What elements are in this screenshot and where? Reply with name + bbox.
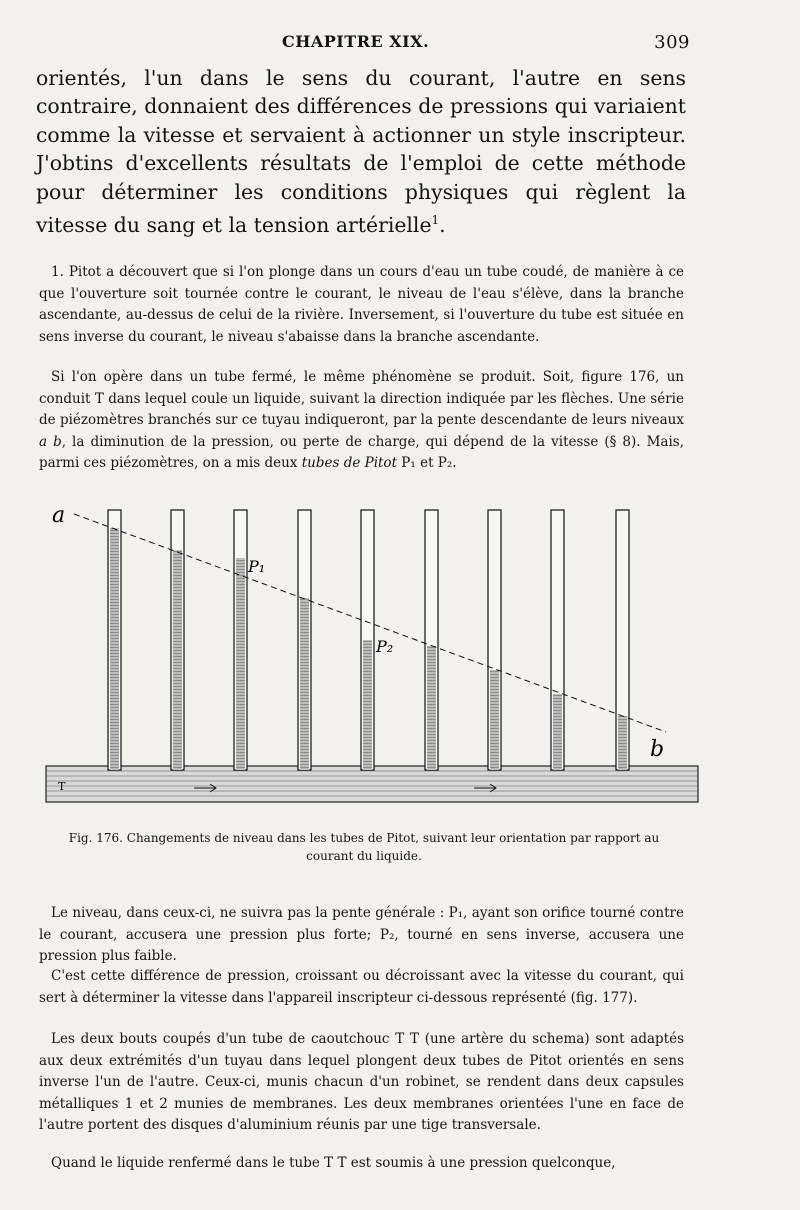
paragraph-4-text: C'est cette différence de pression, croissant ou décroissant avec la vitesse du courant, qui sert à déterminer la vitesse dans l'appareil inscripteur ci-dessous représenté (fig. 177). (39, 968, 684, 1006)
label-b: b (650, 737, 665, 762)
paragraph-2-ab: a b (39, 433, 62, 450)
page-number: 309 (654, 32, 690, 53)
label-p2: P₂ (376, 637, 394, 656)
label-t: T (58, 780, 66, 793)
main-pipe (46, 766, 698, 802)
liquid-column (427, 646, 436, 770)
footnote-text: 1. Pitot a découvert que si l'on plonge dans un cours d'eau un tube coudé, de manière à ce que l'ouverture soit tournée contre le courant, le niveau de l'eau s'élève, dans la branche ascendante, au-dessus de celui de la rivière. Inversement, si l'ouverture du tube est située en sens inverse du courant, le niveau s'abaisse dans la branche ascendante. (39, 264, 684, 345)
liquid-column (173, 550, 182, 770)
paragraph-3-text: Le niveau, dans ceux-ci, ne suivra pas la pente générale : P₁, ayant son orifice tourné contre le courant, accusera une pression plus forte; P₂, tourné en sens inverse, accusera une pression plus faible. (39, 905, 684, 964)
intro-end: . (439, 212, 446, 237)
paragraph-2-text: Si l'on opère dans un tube fermé, le même phénomène se produit. Soit, figure 176, un conduit T dans lequel coule un liquide, suivant la direction indiquée par les flèches. Une série de piézomètres branchés sur ce tuyau indiqueront, par la pente descendante de leurs niveaux (39, 369, 684, 428)
figure-caption: Fig. 176. Changements de niveau dans les tubes de Pitot, suivant leur orientation par rapport au courant du liquide. (68, 831, 660, 863)
paragraph-2-text-c: P₁ et P₂. (401, 455, 457, 471)
intro-paragraph (36, 64, 686, 239)
piezometer-diagram (44, 500, 700, 820)
paragraph-6-text: Quand le liquide renfermé dans le tube T T est soumis à une pression quelconque, (51, 1155, 616, 1171)
paragraph-2-text-b: , la diminution de la pression, ou perte de charge, qui dépend de la vitesse (§ 8). Mais, parmi ces piézomètres, on a mis deux (39, 433, 685, 471)
liquid-column (300, 598, 309, 770)
liquid-column (553, 694, 562, 770)
paragraph-difference (39, 966, 684, 1009)
label-p1: P₁ (248, 557, 266, 576)
liquid-column (618, 716, 627, 770)
liquid-column (490, 670, 499, 770)
liquid-column (363, 640, 372, 770)
liquid-column (236, 558, 245, 770)
chapter-title: CHAPITRE XIX. (282, 32, 430, 51)
running-header (36, 30, 690, 56)
intro-text: orientés, l'un dans le sens du courant, l'autre en sens contraire, donnaient des différences de pressions qui variaient comme la vitesse et servaient à actionner un style inscripteur. J'obtins d'excellents résultats de l'emploi de cette méthode pour déterminer les conditions physiques qui règlent la vitesse du sang et la tension artérielle (36, 66, 686, 237)
footnote (39, 262, 684, 348)
paragraph-liquide (39, 1153, 684, 1175)
label-a: a (52, 503, 66, 528)
footnote-reference: 1 (431, 213, 440, 228)
paragraph-caoutchouc (39, 1029, 684, 1137)
figure-176 (44, 500, 700, 820)
paragraph-niveau (39, 903, 684, 968)
paragraph-pitot (39, 367, 684, 475)
paragraph-2-tubes-label: tubes de Pitot (301, 455, 397, 471)
paragraph-5-text: Les deux bouts coupés d'un tube de caoutchouc T T (une artère du schema) sont adaptés aux deux extrémités d'un tuyau dans lequel plongent deux tubes de Pitot orientés en sens inverse l'un de l'autre. Ceux-ci, munis chacun d'un robinet, se rendent dans deux capsules métalliques 1 et 2 munies de membranes. Les deux membranes orientées l'une en face de l'autre portent des disques d'aluminium réunis par une tige transversale. (39, 1031, 684, 1133)
liquid-column (110, 528, 119, 770)
